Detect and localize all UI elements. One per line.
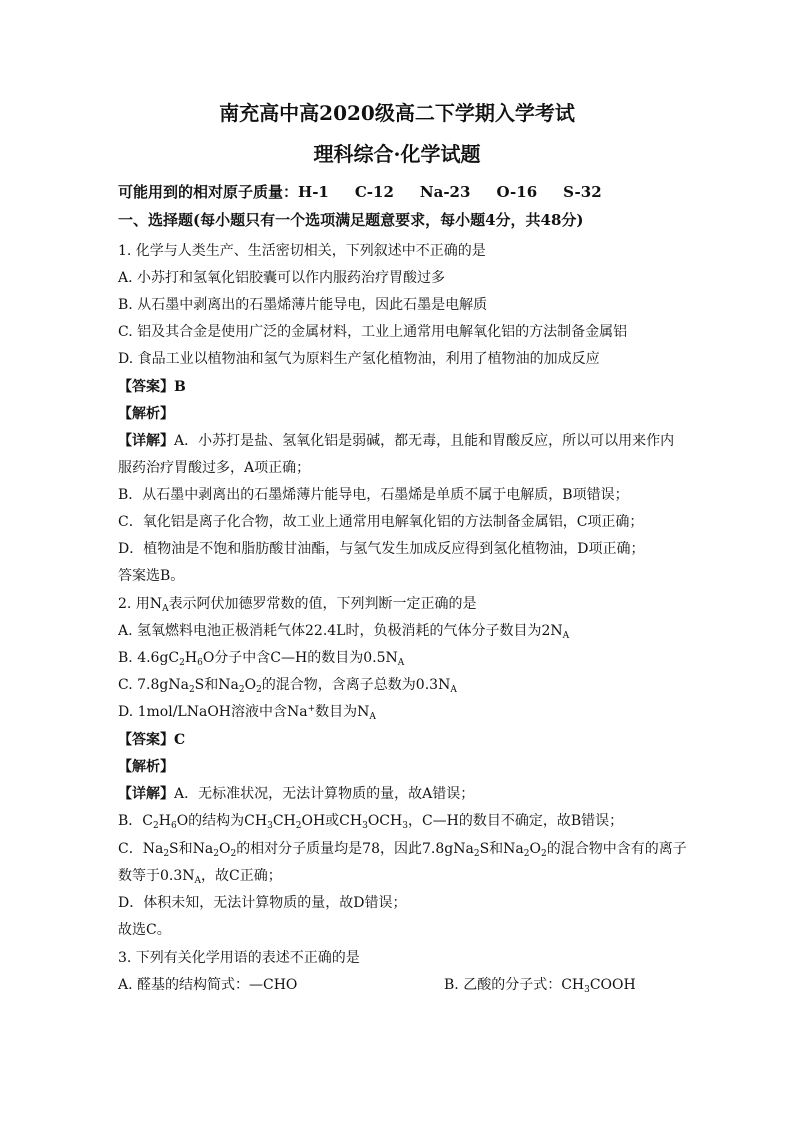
q1-stem: 1. 化学与人类生产、生活密切相关，下列叙述中不正确的是 bbox=[118, 243, 486, 259]
q1-detail-2: B．从石墨中剥离出的石墨烯薄片能导电，石墨烯是单质不属于电解质，B项错误； bbox=[118, 487, 629, 503]
q2-conclusion: 故选C。 bbox=[118, 922, 171, 938]
atomic-mass-o: O-16 bbox=[496, 183, 538, 201]
atomic-mass-c: C-12 bbox=[354, 183, 394, 201]
q3-option-a: A. 醛基的结构简式：—CHO bbox=[118, 977, 298, 993]
q1-option-d: D. 食品工业以植物油和氢气为原料生产氢化植物油，利用了植物油的加成反应 bbox=[118, 351, 600, 367]
q2-analysis-label: 【解析】 bbox=[118, 759, 174, 775]
atomic-mass-na: Na-23 bbox=[419, 183, 471, 201]
q2-option-a: A. 氢氧燃料电池正极消耗气体22.4L时，负极消耗的气体分子数目为$2N_A$ bbox=[118, 623, 570, 641]
atomic-mass-h: H-1 bbox=[298, 183, 329, 201]
q1-option-a: A. 小苏打和氢氧化铝胶囊可以作内服药治疗胃酸过多 bbox=[118, 270, 446, 286]
q2-detail-3: C．$Na_2S$和$Na_2O_2$的相对分子质量均是78，因此7.8gNa$_2$S和$Na_2O_2$的混合物中含有的离子 bbox=[118, 841, 687, 859]
q2-option-b: B. $4.6gC_2H_6O$分子中含C—H的数目为$0.5N_A$ bbox=[118, 650, 405, 668]
q2-detail-2: B．$C_2H_6O$的结构为$CH_3CH_2OH$或$CH_3OCH_3$，C—H的数目不确定，故B错误； bbox=[118, 813, 624, 831]
q1-conclusion: 答案选B。 bbox=[118, 568, 185, 584]
q3-option-b: B. 乙酸的分子式：$CH_3COOH$ bbox=[444, 977, 636, 995]
q1-detail-label: 【详解】 bbox=[118, 433, 174, 449]
exam-subtitle: 理科综合·化学试题 bbox=[313, 142, 481, 166]
section-heading: 一、选择题(每小题只有一个选项满足题意要求，每小题4分，共48分) bbox=[118, 211, 584, 229]
q2-detail-4: D．体积未知，无法计算物质的量，故D错误； bbox=[118, 895, 407, 911]
q1-detail-4: D．植物油是不饱和脂肪酸甘油酯，与氢气发生加成反应得到氢化植物油，D项正确； bbox=[118, 541, 645, 557]
q2-stem: 2. 用$N_A$表示阿伏加德罗常数的值，下列判断一定正确的是 bbox=[118, 596, 477, 614]
q1-answer: 【答案】B bbox=[118, 379, 186, 395]
q1-option-c: C. 铝及其合金是使用广泛的金属材料，工业上通常用电解氧化铝的方法制备金属铝 bbox=[118, 324, 628, 340]
q1-option-b: B. 从石墨中剥离出的石墨烯薄片能导电，因此石墨是电解质 bbox=[118, 297, 488, 313]
q3-stem: 3. 下列有关化学用语的表述不正确的是 bbox=[118, 950, 360, 966]
atomic-mass-line bbox=[118, 183, 602, 201]
q2-option-d: D. 1mol/LNaOH溶液中含Na+数目为$N_A$ bbox=[118, 704, 376, 722]
atomic-mass-s: S-32 bbox=[563, 183, 602, 201]
q1-detail-1: 【详解】A．小苏打是盐、氢氧化铝是弱碱，都无毒，且能和胃酸反应，所以可以用来作内 bbox=[118, 433, 675, 449]
q1-analysis-label: 【解析】 bbox=[118, 406, 174, 422]
exam-title: 南充高中高2020级高二下学期入学考试 bbox=[219, 101, 575, 125]
q2-detail-3b: 数等于$0.3N_A$，故C正确； bbox=[118, 868, 282, 886]
q2-answer: 【答案】C bbox=[118, 732, 186, 748]
q1-detail-1b: 服药治疗胃酸过多，A项正确； bbox=[118, 460, 311, 476]
atomic-mass-label: 可能用到的相对原子质量： bbox=[118, 183, 299, 201]
q2-detail-label: 【详解】 bbox=[118, 786, 174, 802]
q2-option-c: C. 7.8gNa$_2$S和$Na_2O_2$的混合物，含离子总数为$0.3N_A$ bbox=[118, 677, 457, 695]
q1-detail-3: C．氧化铝是离子化合物，故工业上通常用电解氧化铝的方法制备金属铝，C项正确； bbox=[118, 514, 644, 530]
q2-detail-1: 【详解】A．无标准状况，无法计算物质的量，故A错误； bbox=[118, 786, 475, 802]
